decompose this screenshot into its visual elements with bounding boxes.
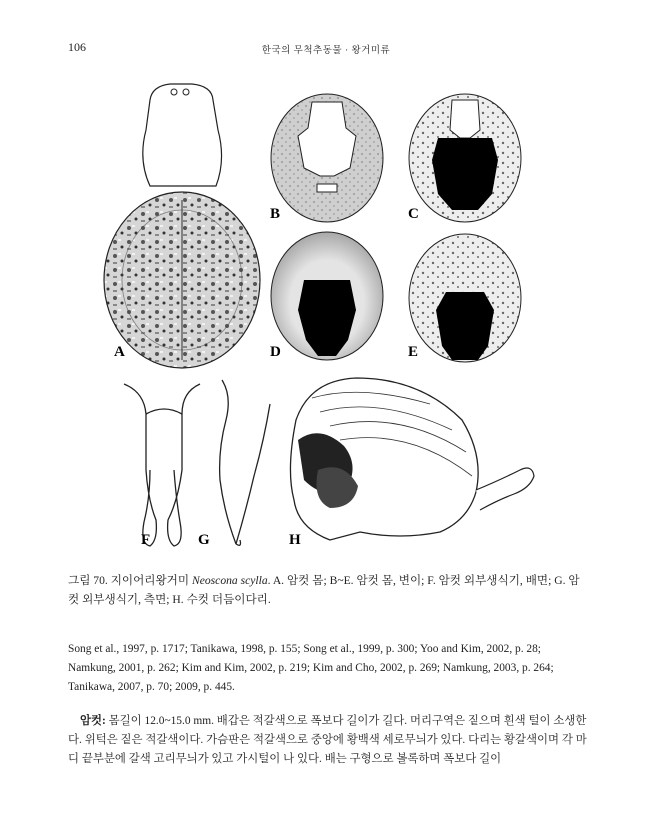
label-D: D [270, 344, 281, 360]
specimen-C-female-body-variant [409, 94, 521, 222]
female-description [68, 712, 590, 769]
label-H: H [289, 532, 301, 548]
specimen-H-male-palp [290, 378, 534, 540]
description-heading: 암컷: [80, 715, 106, 727]
label-F: F [141, 532, 151, 548]
running-title: 한국의 무척추동물 · 왕거미류 [261, 46, 391, 56]
description-body: 몸길이 12.0~15.0 mm. 배갑은 적갈색으로 폭보다 길이가 길다. 머리구역은 짙으며 흰색 털이 소생한다. 위턱은 짙은 적갈색이다. 가슴판은 적갈색으로 중앙에 황백색 세로무늬가 있다. 다리는 황갈색이며 각 마디 끝부분에 갈색 고리무늬가 있고 가시털이 나 있다. 배는 구형으로 볼록하며 폭보다 길이 [68, 715, 587, 765]
page-number: 106 [68, 40, 86, 54]
references-paragraph: Song et al., 1997, p. 1717; Tanikawa, 1998, p. 155; Song et al., 1999, p. 300; Yoo and Kim, 2002, p. 28; Namkung, 2001, p. 262; Kim and Kim, 2002, p. 219; Kim and Cho, 2002, p. 269; Namkung, 2003, p. 264; Tanikawa, 2007, p. 70; 2009, p. 445. [68, 643, 554, 693]
label-C: C [408, 206, 419, 222]
specimen-G-epigyne-lateral [220, 380, 270, 545]
specimen-A-female-body [104, 84, 260, 368]
label-B: B [270, 206, 281, 222]
specimen-D-female-body-variant [271, 232, 383, 360]
label-E: E [408, 344, 419, 360]
specimen-B-female-body-variant [271, 94, 383, 222]
caption-prefix: 그림 70. 지이어리왕거미 [68, 574, 192, 587]
caption-species: Neoscona scylla [191, 574, 268, 587]
figure-caption [68, 571, 590, 609]
specimen-E-female-body-variant [409, 234, 521, 362]
label-A: A [114, 344, 125, 360]
caption-rest: . A. 암컷 몸; B~E. 암컷 몸, 변이; F. 암컷 외부생식기, 배면; G. 암컷 외부생식기, 측면; H. 수컷 더듬이다리. [68, 574, 580, 606]
label-G: G [198, 532, 210, 548]
specimen-F-epigyne-ventral [124, 384, 200, 546]
